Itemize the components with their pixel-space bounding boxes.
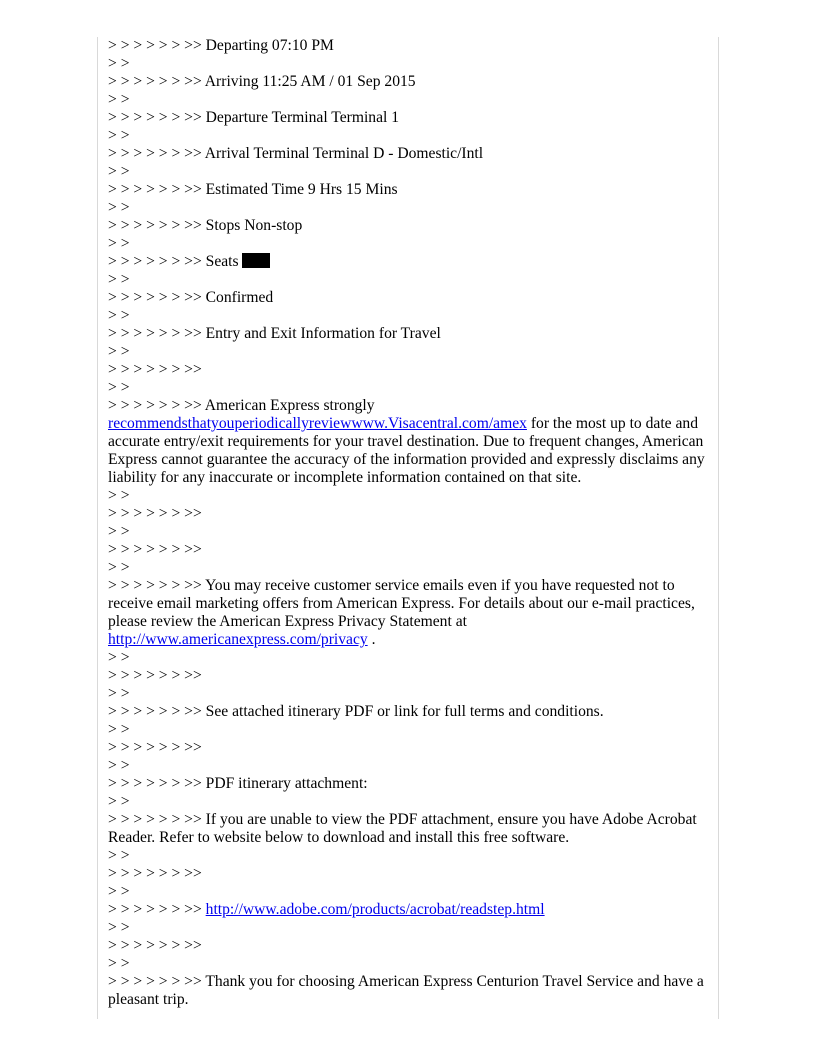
unable-view-paragraph: > > > > > > >> If you are unable to view the PDF attachment, ensure you have Adobe Acrobat Reader. Refer to website below to download and install this free software. bbox=[108, 811, 697, 846]
empty-quote-line: > > > > > > >> bbox=[108, 865, 202, 882]
spacer: > > bbox=[108, 919, 130, 936]
thank-you-paragraph: > > > > > > >> Thank you for choosing American Express Centurion Travel Service and have a pleasant trip. bbox=[108, 973, 704, 1008]
spacer: > > bbox=[108, 847, 130, 864]
email-body bbox=[108, 37, 712, 1009]
estimated-time-line: > > > > > > >> Estimated Time 9 Hrs 15 Mins bbox=[108, 181, 398, 198]
spacer: > > bbox=[108, 883, 130, 900]
spacer: > > bbox=[108, 955, 130, 972]
spacer: > > bbox=[108, 649, 130, 666]
arrival-terminal-line: > > > > > > >> Arrival Terminal Terminal D - Domestic/Intl bbox=[108, 145, 484, 162]
spacer: > > bbox=[108, 343, 130, 360]
spacer: > > bbox=[108, 127, 130, 144]
spacer: > > bbox=[108, 685, 130, 702]
adobe-link[interactable]: http://www.adobe.com/products/acrobat/readstep.html bbox=[205, 901, 545, 918]
spacer: > > bbox=[108, 721, 130, 738]
privacy-link[interactable]: http://www.americanexpress.com/privacy bbox=[108, 631, 368, 648]
spacer: > > bbox=[108, 757, 130, 774]
empty-quote-line: > > > > > > >> bbox=[108, 361, 202, 378]
empty-quote-line: > > > > > > >> bbox=[108, 937, 202, 954]
empty-quote-line: > > > > > > >> bbox=[108, 505, 202, 522]
spacer: > > bbox=[108, 379, 130, 396]
redaction-box bbox=[242, 253, 270, 268]
spacer: > > bbox=[108, 559, 130, 576]
departing-line: > > > > > > >> Departing 07:10 PM bbox=[108, 37, 334, 54]
spacer: > > bbox=[108, 199, 130, 216]
spacer: > > bbox=[108, 271, 130, 288]
see-attached-line: > > > > > > >> See attached itinerary PDF or link for full terms and conditions. bbox=[108, 703, 604, 720]
spacer: > > bbox=[108, 523, 130, 540]
entry-exit-line: > > > > > > >> Entry and Exit Information for Travel bbox=[108, 325, 441, 342]
amex-paragraph: > > > > > > >> American Express strongly recommendsthatyouperiodicallyreviewwww.Visacentral.com/amex for the most up to date and accurate entry/exit requirements for your travel destination. Due to frequent changes, American Express cannot guarantee the accuracy of the information provided and expressly disclaims any liability for any inaccurate or incomplete information contained on that site. bbox=[108, 397, 705, 486]
visacentral-link[interactable]: recommendsthatyouperiodicallyreviewwww.Visacentral.com/amex bbox=[108, 415, 527, 432]
spacer: > > bbox=[108, 163, 130, 180]
empty-quote-line: > > > > > > >> bbox=[108, 541, 202, 558]
spacer: > > bbox=[108, 307, 130, 324]
spacer: > > bbox=[108, 55, 130, 72]
service-emails-paragraph: > > > > > > >> You may receive customer service emails even if you have requested not to receive email marketing offers from American Express. For details about our e-mail practices, please review the American Express Privacy Statement at http://www.americanexpress.com/privacy . bbox=[108, 577, 695, 648]
spacer: > > bbox=[108, 487, 130, 504]
adobe-line: > > > > > > >> http://www.adobe.com/products/acrobat/readstep.html bbox=[108, 901, 545, 918]
spacer: > > bbox=[108, 235, 130, 252]
empty-quote-line: > > > > > > >> bbox=[108, 739, 202, 756]
confirmed-line: > > > > > > >> Confirmed bbox=[108, 289, 274, 306]
spacer: > > bbox=[108, 793, 130, 810]
stops-line: > > > > > > >> Stops Non-stop bbox=[108, 217, 303, 234]
pdf-attachment-line: > > > > > > >> PDF itinerary attachment: bbox=[108, 775, 368, 792]
departure-terminal-line: > > > > > > >> Departure Terminal Terminal 1 bbox=[108, 109, 400, 126]
empty-quote-line: > > > > > > >> bbox=[108, 667, 202, 684]
seats-line: > > > > > > >> Seats bbox=[108, 253, 712, 271]
spacer: > > bbox=[108, 91, 130, 108]
arriving-line: > > > > > > >> Arriving 11:25 AM / 01 Sep 2015 bbox=[108, 73, 416, 90]
